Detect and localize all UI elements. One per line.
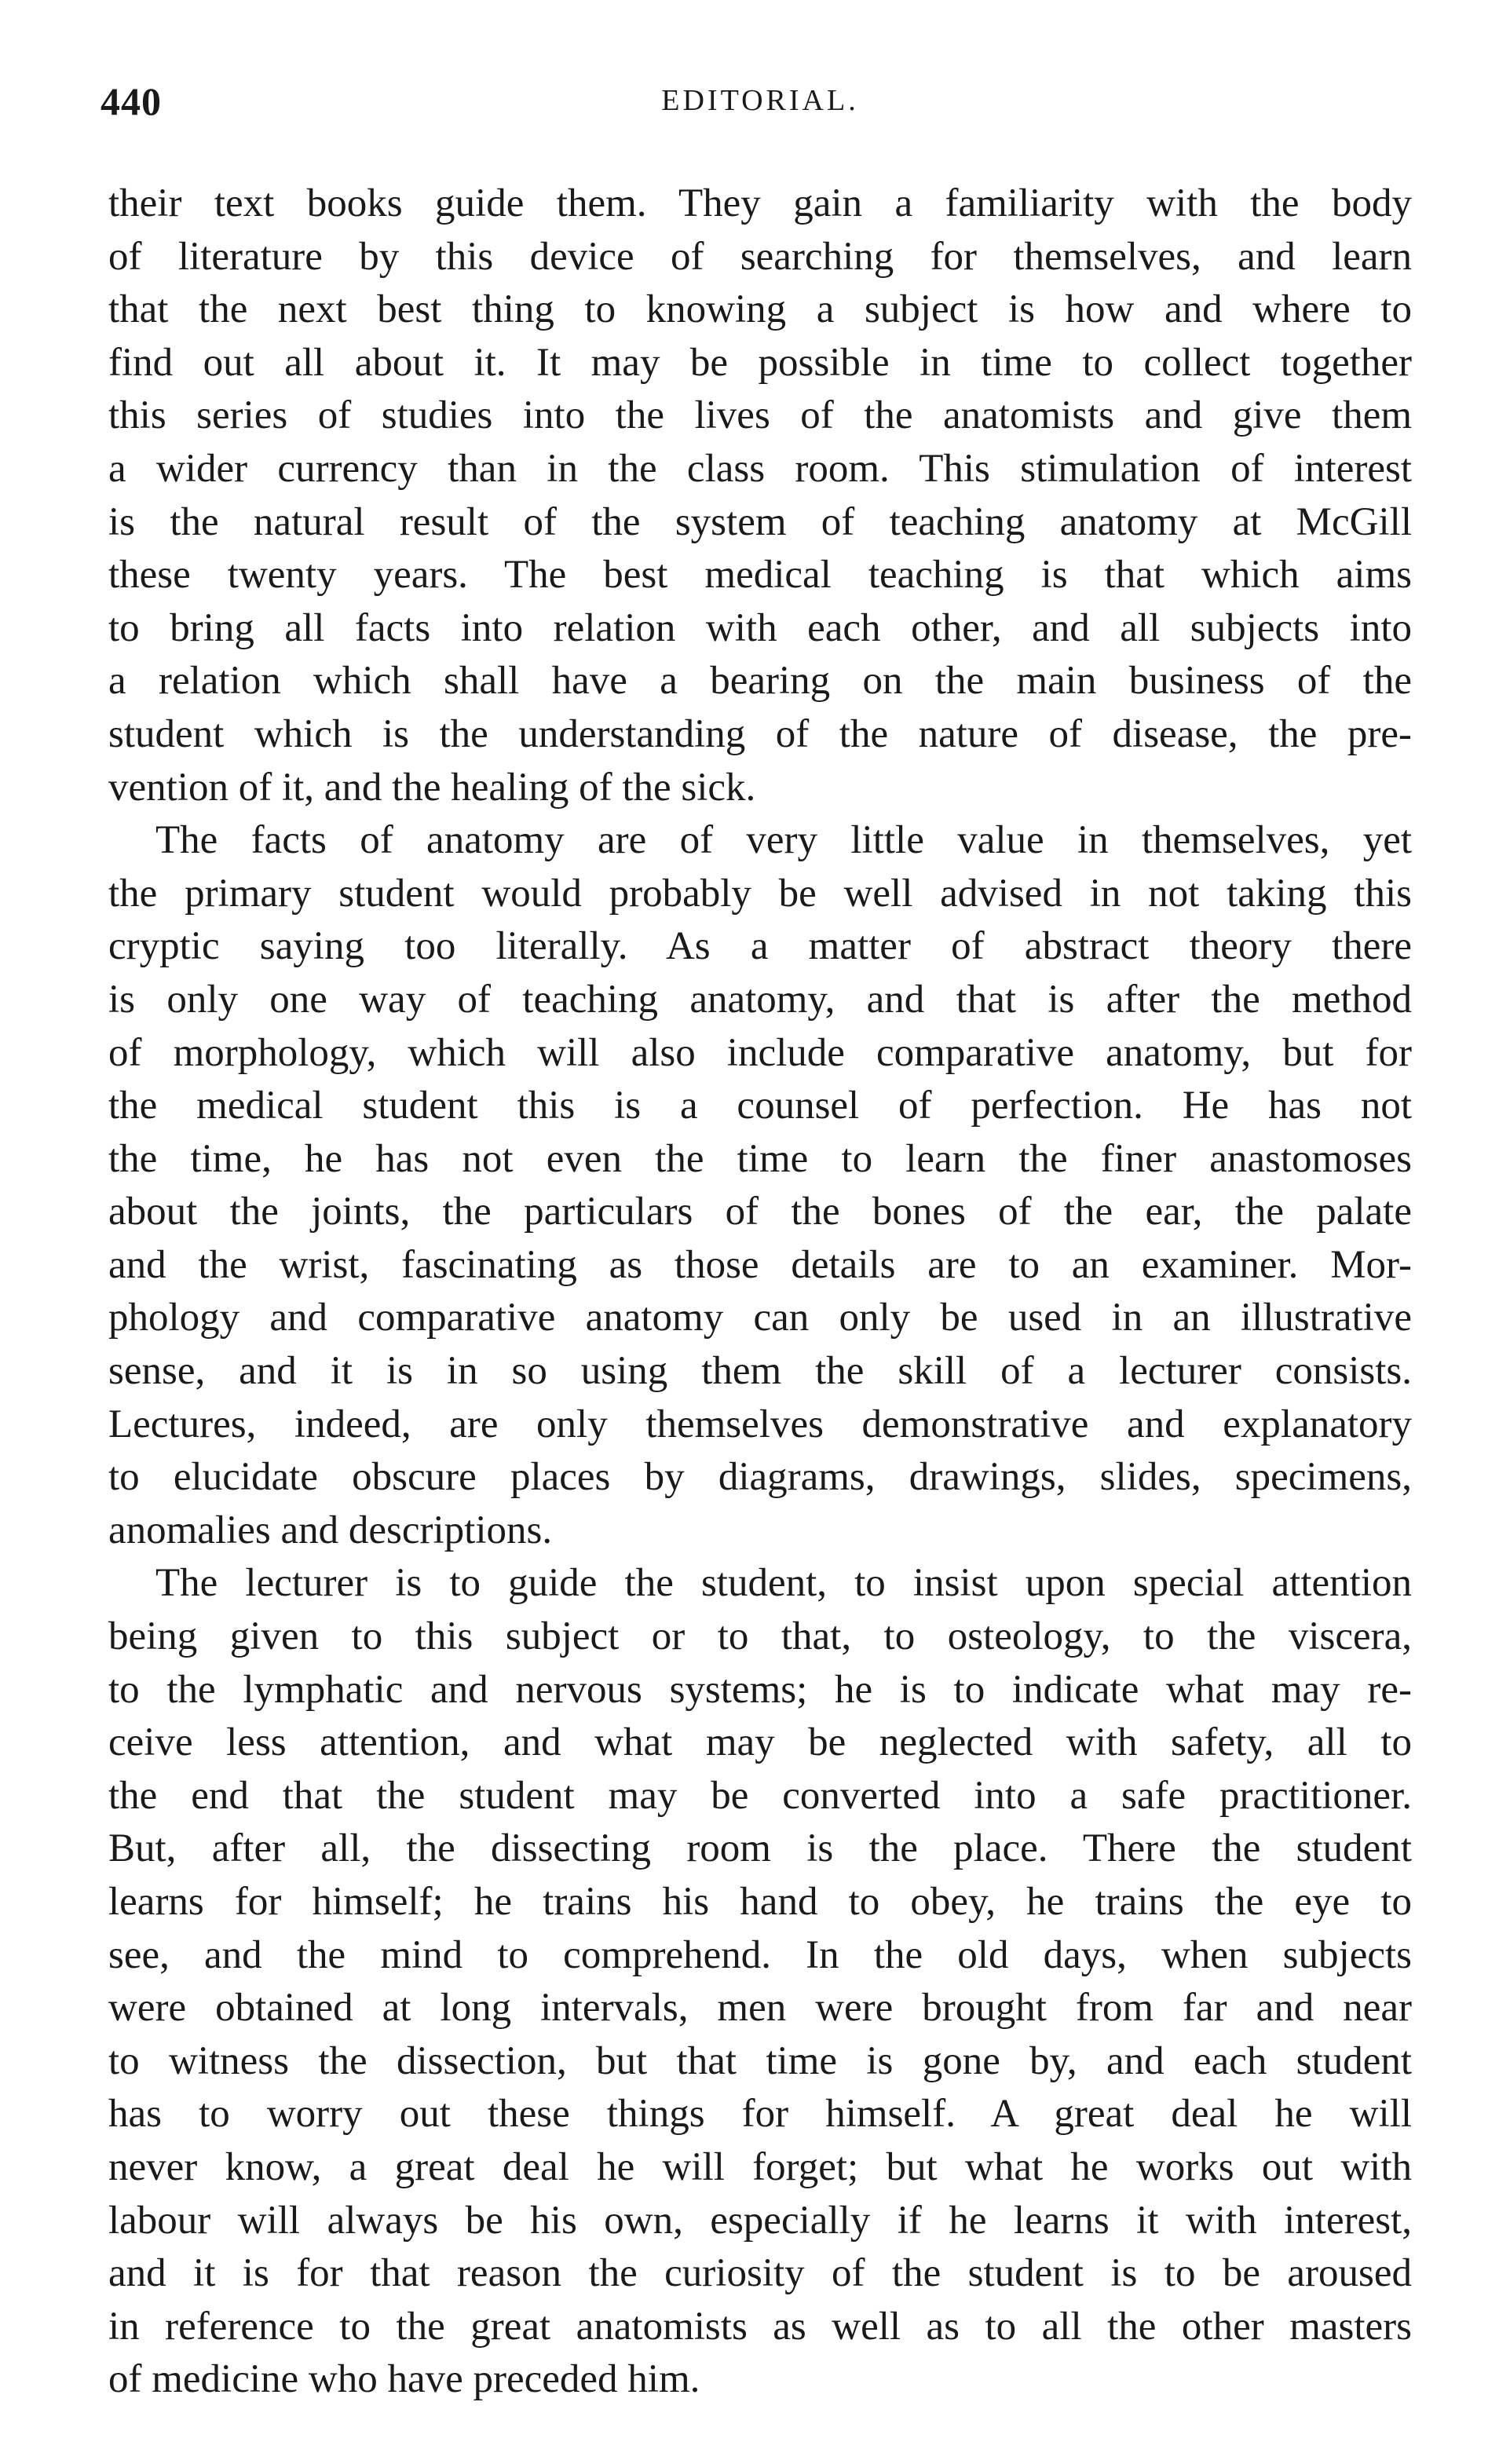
text-line: find out all about it. It may be possible in time to collect together: [108, 340, 1412, 385]
text-line: phology and comparative anatomy can only be used in an illustrative: [108, 1296, 1412, 1340]
text-line: a wider currency than in the class room. This stimulation of interest: [108, 446, 1412, 491]
body-text: [108, 177, 1412, 2407]
text-line: that the next best thing to knowing a subject is how and where to: [108, 287, 1412, 332]
text-line: to bring all facts into relation with each other, and all subjects into: [108, 605, 1412, 650]
text-line: never know, a great deal he will forget; but what he works out with: [108, 2144, 1412, 2189]
text-line: is only one way of teaching anatomy, and that is after the method: [108, 977, 1412, 1022]
text-line: the time, he has not even the time to learn the finer anastomoses: [108, 1136, 1412, 1181]
paragraph-2: [108, 814, 1412, 1557]
text-line: being given to this subject or to that, to osteology, to the viscera,: [108, 1614, 1412, 1659]
text-line: see, and the mind to comprehend. In the old days, when subjects: [108, 1932, 1412, 1977]
text-line: these twenty years. The best medical teaching is that which aims: [108, 553, 1412, 598]
text-line: But, after all, the dissecting room is the place. There the student: [108, 1826, 1412, 1871]
text-line: this series of studies into the lives of the anatomists and give them: [108, 393, 1412, 438]
text-line: is the natural result of the system of teaching anatomy at McGill: [108, 499, 1412, 544]
text-line: their text books guide them. They gain a familiarity with the body: [108, 181, 1412, 225]
text-line: labour will always be his own, especially if he learns it with interest,: [108, 2198, 1412, 2243]
text-line: The lecturer is to guide the student, to insist upon special attention: [155, 1561, 1412, 1606]
text-line: about the joints, the particulars of the bones of the ear, the palate: [108, 1190, 1412, 1234]
paragraph-1: [108, 177, 1412, 814]
text-line: of morphology, which will also include comparative anatomy, but for: [108, 1030, 1412, 1075]
text-line: vention of it, and the healing of the sick.: [108, 765, 756, 810]
text-line: anomalies and descriptions.: [108, 1508, 553, 1552]
text-line: Lectures, indeed, are only themselves demonstrative and explanatory: [108, 1402, 1412, 1446]
text-line: were obtained at long intervals, men were brought from far and near: [108, 1986, 1412, 2031]
text-line: and it is for that reason the curiosity of the student is to be aroused: [108, 2251, 1412, 2296]
text-line: sense, and it is in so using them the skill of a lecturer consists.: [108, 1349, 1412, 1394]
text-line: to elucidate obscure places by diagrams, drawings, slides, specimens,: [108, 1455, 1412, 1500]
text-line: learns for himself; he trains his hand to obey, he trains the eye to: [108, 1880, 1412, 1924]
text-line: to witness the dissection, but that time is gone by, and each student: [108, 2038, 1412, 2083]
paragraph-3: [108, 1557, 1412, 2407]
running-head: [101, 79, 1420, 126]
text-line: a relation which shall have a bearing on the main business of the: [108, 659, 1412, 704]
text-line: the primary student would probably be well advised in not taking this: [108, 871, 1412, 916]
text-line: ceive less attention, and what may be neglected with safety, all to: [108, 1720, 1412, 1765]
text-line: student which is the understanding of the nature of disease, the pre-: [108, 711, 1412, 756]
page-number: 440: [101, 79, 162, 123]
running-title: EDITORIAL.: [661, 84, 859, 117]
text-line: cryptic saying too literally. As a matter of abstract theory there: [108, 924, 1412, 969]
text-line: the end that the student may be converted into a safe practitioner.: [108, 1773, 1412, 1818]
text-line: of medicine who have preceded him.: [108, 2357, 700, 2402]
text-line: of literature by this device of searching for themselves, and learn: [108, 234, 1412, 279]
text-line: in reference to the great anatomists as well as to all the other masters: [108, 2304, 1412, 2349]
text-line: the medical student this is a counsel of perfection. He has not: [108, 1084, 1412, 1128]
text-line: and the wrist, fascinating as those details are to an examiner. Mor-: [108, 1242, 1412, 1287]
text-line: has to worry out these things for himself. A great deal he will: [108, 2092, 1412, 2137]
text-line: to the lymphatic and nervous systems; he is to indicate what may re-: [108, 1667, 1412, 1712]
text-line: The facts of anatomy are of very little value in themselves, yet: [155, 818, 1412, 863]
